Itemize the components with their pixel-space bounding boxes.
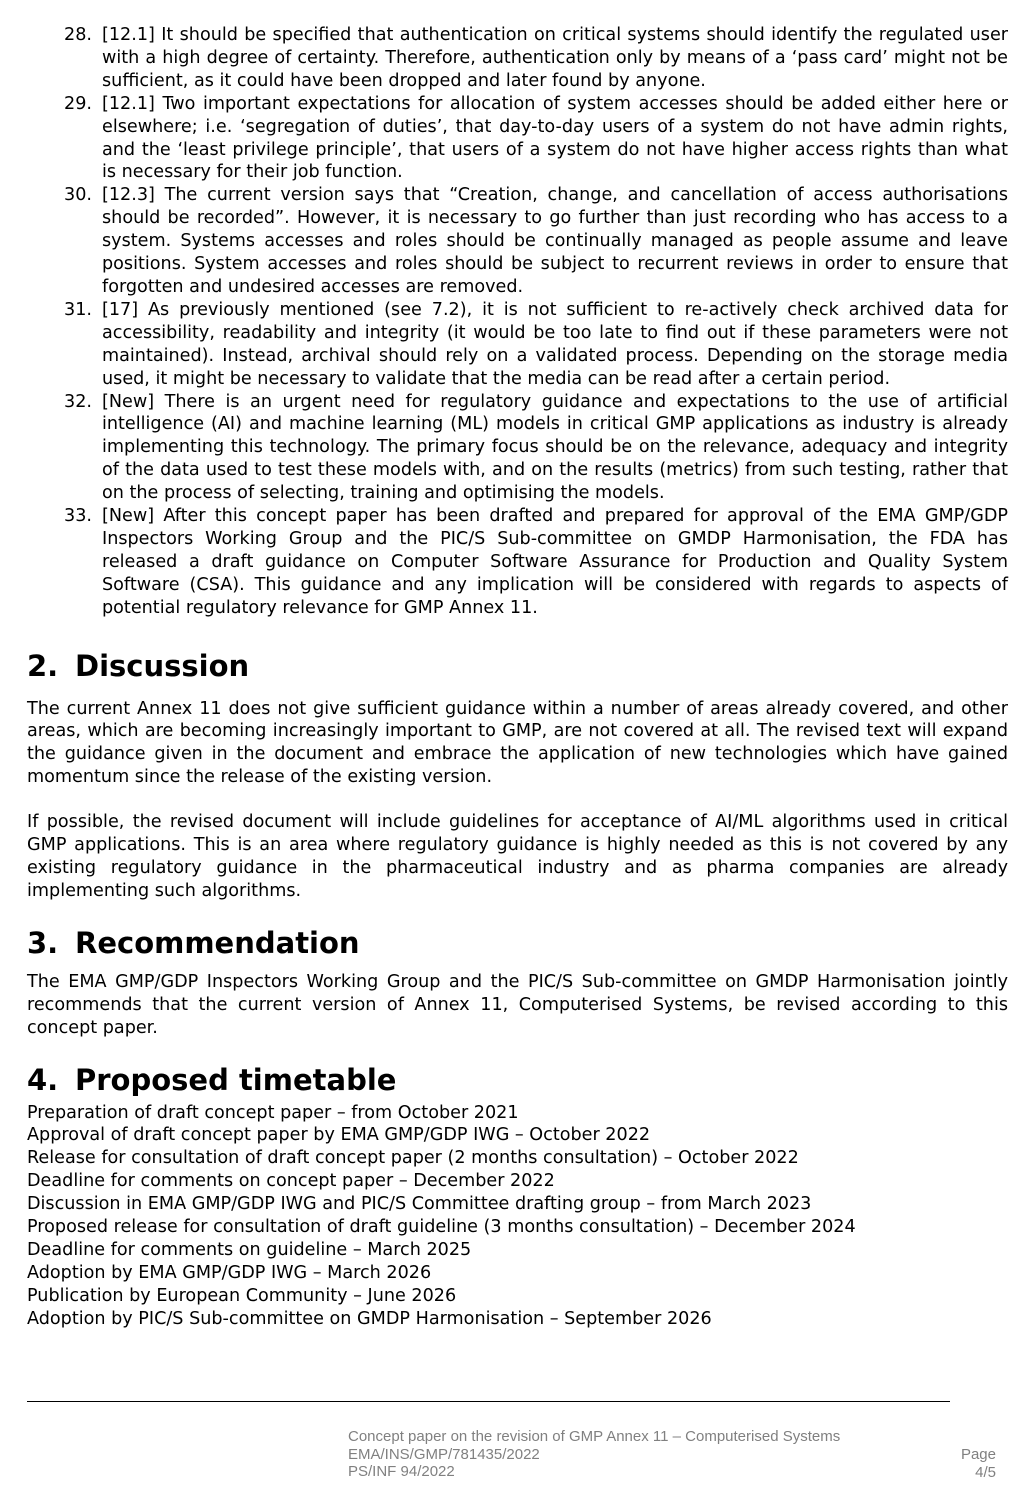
timetable-line: Discussion in EMA GMP/GDP IWG and PIC/S Committee drafting group – from March 2023 (27, 1194, 812, 1215)
section-number: 4. (27, 1062, 59, 1097)
timetable-line: Adoption by PIC/S Sub-committee on GMDP Harmonisation – September 2026 (27, 1308, 712, 1329)
timetable-line: Release for consultation of draft concept paper (2 months consultation) – October 2022 (27, 1148, 799, 1169)
item-text: [New] There is an urgent need for regulatory guidance and expectations to the use of artificial intelligence (AI) and machine learning (ML) models in critical GMP applications as industry is already implementing this technology. The primary focus should be on the relevance, adequacy and integrity of the data used to test these models with, and on the results (metrics) from such testing, rather that on the process of selecting, training and optimising the models. (102, 391, 1008, 504)
timetable-line: Preparation of draft concept paper – from October 2021 (27, 1102, 519, 1123)
numbered-list (27, 24, 1008, 620)
footer-reference-ema: EMA/INS/GMP/781435/2022 (348, 1445, 540, 1463)
section-number: 2. (27, 648, 59, 683)
timetable-line: Adoption by EMA GMP/GDP IWG – March 2026 (27, 1262, 432, 1283)
footer-page-number (961, 1446, 996, 1481)
list-item (27, 391, 1008, 506)
timetable-line: Proposed release for consultation of draft guideline (3 months consultation) – December 2024 (27, 1217, 856, 1238)
item-number: 28. (64, 25, 92, 45)
footer-title: Concept paper on the revision of GMP Annex 11 – Computerised Systems (348, 1428, 841, 1445)
timetable-line: Deadline for comments on concept paper – December 2022 (27, 1171, 555, 1192)
item-number: 30. (64, 185, 92, 206)
timetable-line: Approval of draft concept paper by EMA GMP/GDP IWG – October 2022 (27, 1125, 651, 1146)
item-number: 31. (64, 299, 92, 320)
list-item (27, 93, 1008, 185)
discussion-paragraph-2: If possible, the revised document will include guidelines for acceptance of AI/ML algorithms used in critical GMP applications. This is an area where regulatory guidance is highly needed as this is not covered by any existing regulatory guidance in the pharmaceutical industry and as pharma companies are already implementing such algorithms. (27, 812, 1008, 901)
item-text: [12.3] The current version says that “Creation, change, and cancellation of access authorisations should be recorded”. However, it is necessary to go further than just recording who has access to a system. Systems accesses and roles should be continually managed as people assume and leave positions. System accesses and roles should be subject to recurrent reviews in order to ensure that forgotten and undesired accesses are removed. (102, 185, 1008, 297)
list-item (27, 184, 1008, 299)
list-item (27, 24, 1008, 93)
item-text: [New] After this concept paper has been drafted and prepared for approval of the EMA GMP/GDP Inspectors Working Group and the PIC/S Sub-committee on GMDP Harmonisation, the FDA has released a draft guidance on Computer Software Assurance for Production and Quality System Software (CSA). This guidance and any implication will be considered with regards to aspects of potential regulatory relevance for GMP Annex 11. (102, 506, 1008, 618)
item-text: [17] As previously mentioned (see 7.2), it is not sufficient to re-actively check archived data for accessibility, readability and integrity (it would be too late to find out if these parameters were not maintained). Instead, archival should rely on a validated process. Depending on the storage media used, it might be necessary to validate that the media can be read after a certain period. (102, 299, 1008, 389)
footer-reference-pics: PS/INF 94/2022 (348, 1463, 455, 1481)
page-label: Page (960, 1446, 996, 1463)
section-title: Proposed timetable (75, 1062, 397, 1097)
discussion-paragraph-1: The current Annex 11 does not give sufficient guidance within a number of areas already covered, and other areas, which are becoming increasingly important to GMP, are not covered at all. The revised text will expand the guidance given in the document and embrace the application of new technologies which have gained momentum since the release of the existing version. (27, 698, 1008, 788)
document-page (27, 24, 1008, 1331)
section-heading-timetable (27, 1062, 1008, 1098)
timetable-list (27, 1102, 1008, 1331)
footer-divider (27, 1401, 950, 1402)
item-number: 32. (64, 391, 92, 412)
list-item (27, 299, 1008, 391)
item-text: [12.1] Two important expectations for allocation of system accesses should be added either here or elsewhere; i.e. ‘segregation of duties’, that day-to-day users of a system do not have admin rights, and the ‘least privilege principle’, that users of a system do not have higher access rights than what is necessary for their job function. (102, 93, 1008, 183)
item-text: [12.1] It should be specified that authentication on critical systems should identify the regulated user with a high degree of certainty. Therefore, authentication only by means of a ‘pass card’ might not be sufficient, as it could have been dropped and later found by anyone. (102, 25, 1008, 91)
item-number: 29. (64, 93, 92, 114)
list-item (27, 505, 1008, 620)
timetable-line: Publication by European Community – June 2026 (27, 1285, 457, 1306)
section-title: Recommendation (75, 925, 360, 960)
section-heading-recommendation (27, 925, 1008, 961)
section-heading-discussion (27, 648, 1008, 684)
section-number: 3. (27, 925, 59, 960)
recommendation-paragraph: The EMA GMP/GDP Inspectors Working Group and the PIC/S Sub-committee on GMDP Harmonisation jointly recommends that the current version of Annex 11, Computerised Systems, be revised according to this concept paper. (27, 971, 1008, 1038)
timetable-line: Deadline for comments on guideline – March 2025 (27, 1239, 472, 1260)
item-number: 33. (64, 506, 92, 527)
footer-document-info (348, 1428, 840, 1481)
page-number: 4/5 (975, 1463, 996, 1481)
section-title: Discussion (75, 648, 250, 683)
